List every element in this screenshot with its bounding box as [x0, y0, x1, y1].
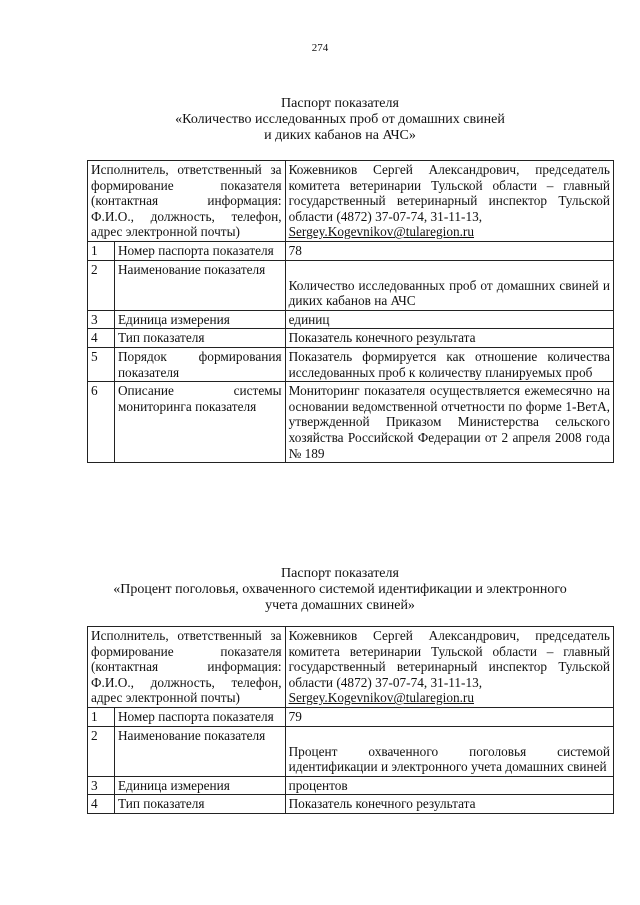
passport-table: [87, 626, 614, 814]
executor-contact: Кожевников Сергей Александрович, председатель комитета ветеринарии Тульской области – главный государственный ветеринарный инспектор Тульской области (4872) 37-07-74, 31-11-13,: [288, 628, 610, 690]
executor-row: [88, 161, 614, 242]
passport-title: [60, 96, 620, 144]
row-number: 2: [88, 260, 115, 310]
row-label: Единица измерения: [114, 310, 285, 329]
row-label: Порядок формирования показателя: [114, 347, 285, 381]
row-label: Наименование показателя: [114, 260, 285, 310]
row-label: Тип показателя: [114, 795, 285, 814]
row-number: 6: [88, 382, 115, 463]
executor-label: Исполнитель, ответственный за формирование показателя (контактная информация: Ф.И.О., должность, телефон, адрес электронной почты): [88, 161, 286, 242]
row-value: Процент охваченного поголовья системой идентификации и электронного учета домашних свиней: [285, 726, 613, 776]
executor-label: Исполнитель, ответственный за формирование показателя (контактная информация: Ф.И.О., должность, телефон, адрес электронной почты): [88, 627, 286, 708]
row-number: 3: [88, 310, 115, 329]
row-label: Тип показателя: [114, 329, 285, 348]
row-label: Единица измерения: [114, 776, 285, 795]
table-row: [88, 260, 614, 310]
row-value: Показатель формируется как отношение количества исследованных проб к количеству планируемых проб: [285, 347, 613, 381]
row-number: 3: [88, 776, 115, 795]
row-value: 79: [285, 707, 613, 726]
passport-title: [60, 566, 620, 614]
executor-row: [88, 627, 614, 708]
page-number: 274: [311, 42, 329, 54]
table-row: [88, 776, 614, 795]
executor-email-link[interactable]: Sergey.Kogevnikov@tularegion.ru: [288, 224, 475, 240]
row-number: 2: [88, 726, 115, 776]
passport-table: [87, 160, 614, 463]
row-value: процентов: [285, 776, 613, 795]
row-number: 1: [88, 241, 115, 260]
executor-value: [285, 161, 613, 242]
table-row: [88, 726, 614, 776]
table-row: [88, 347, 614, 381]
passport-title-line: и диких кабанов на АЧС»: [264, 128, 416, 143]
row-value: Количество исследованных проб от домашних свиней и диких кабанов на АЧС: [285, 260, 613, 310]
executor-value: [285, 627, 613, 708]
row-number: 1: [88, 707, 115, 726]
row-number: 4: [88, 329, 115, 348]
row-value: Показатель конечного результата: [285, 795, 613, 814]
row-number: 4: [88, 795, 115, 814]
table-row: [88, 241, 614, 260]
executor-contact: Кожевников Сергей Александрович, председатель комитета ветеринарии Тульской области – главный государственный ветеринарный инспектор Тульской области (4872) 37-07-74, 31-11-13,: [288, 162, 610, 224]
row-label: Описание системы мониторинга показателя: [114, 382, 285, 463]
passport-title-line: «Процент поголовья, охваченного системой идентификации и электронного: [113, 582, 567, 597]
row-value: 78: [285, 241, 613, 260]
row-label: Наименование показателя: [114, 726, 285, 776]
row-value: единиц: [285, 310, 613, 329]
row-label: Номер паспорта показателя: [114, 241, 285, 260]
row-number: 5: [88, 347, 115, 381]
passport-title-line: «Количество исследованных проб от домашних свиней: [175, 112, 505, 127]
passport-title-line: Паспорт показателя: [281, 96, 399, 111]
row-label: Номер паспорта показателя: [114, 707, 285, 726]
passport-title-line: учета домашних свиней»: [265, 598, 415, 613]
row-value: Показатель конечного результата: [285, 329, 613, 348]
table-row: [88, 795, 614, 814]
table-row: [88, 707, 614, 726]
table-row: [88, 329, 614, 348]
executor-email-link[interactable]: Sergey.Kogevnikov@tularegion.ru: [288, 690, 475, 706]
row-value: Мониторинг показателя осуществляется ежемесячно на основании ведомственной отчетности по форме 1-ВетА, утвержденной Приказом Министерства сельского хозяйства Российской Федерации от 2 апреля 2008 года № 189: [285, 382, 613, 463]
table-row: [88, 310, 614, 329]
table-row: [88, 382, 614, 463]
passport-title-line: Паспорт показателя: [281, 566, 399, 581]
